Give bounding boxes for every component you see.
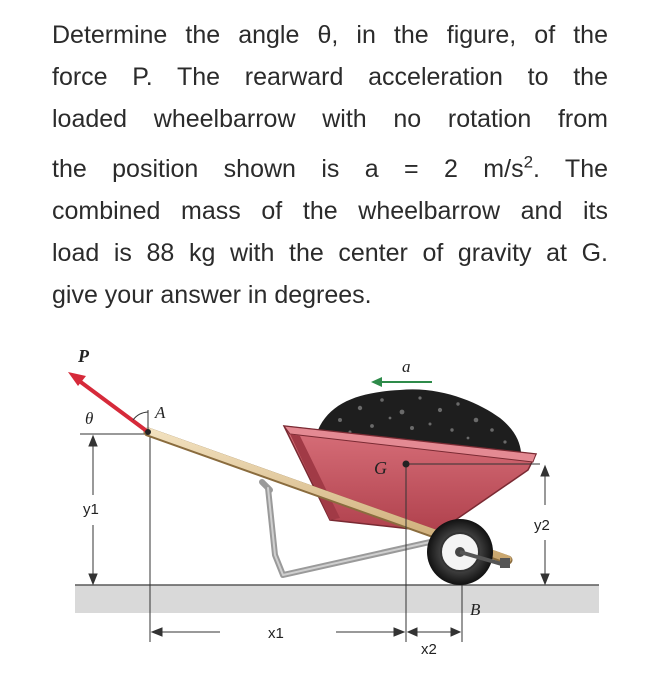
problem-line-5: combined mass of the wheelbarrow and its — [52, 197, 608, 225]
force-p-label: P — [78, 346, 89, 366]
problem-line-4-exponent: 2 — [523, 152, 534, 172]
problem-line-4-text: the position shown is a = 2 m/s — [52, 155, 524, 183]
wheelbarrow-figure — [0, 330, 659, 670]
problem-line-4 — [52, 148, 608, 190]
problem-line-7: give your answer in degrees. — [52, 281, 372, 309]
center-of-gravity-point — [403, 461, 410, 468]
problem-statement — [52, 14, 608, 316]
problem-line-1: Determine the angle θ, in the figure, of the — [52, 21, 608, 49]
dim-y2-label: y2 — [534, 517, 550, 534]
wheelbarrow-diagram — [0, 330, 659, 670]
dim-x2-label: x2 — [421, 641, 437, 658]
point-b-label: B — [470, 600, 481, 619]
acceleration-label: a — [402, 357, 411, 376]
problem-line-4-tail: . The — [533, 155, 608, 183]
dimension-x2 — [408, 628, 460, 636]
problem-line-3: loaded wheelbarrow with no rotation from — [52, 105, 608, 133]
dim-y1-label: y1 — [83, 501, 99, 518]
ground — [75, 585, 599, 613]
point-a-label: A — [155, 403, 166, 422]
angle-theta-arc — [133, 412, 148, 420]
angle-theta-label: θ — [85, 409, 94, 428]
problem-line-6: load is 88 kg with the center of gravity at G. — [52, 239, 608, 267]
cg-label: G — [374, 458, 387, 478]
acceleration-arrowhead — [371, 377, 382, 387]
point-a — [145, 429, 151, 435]
dim-x1-label: x1 — [268, 625, 284, 642]
problem-line-2: force P. The rearward acceleration to the — [52, 63, 608, 91]
